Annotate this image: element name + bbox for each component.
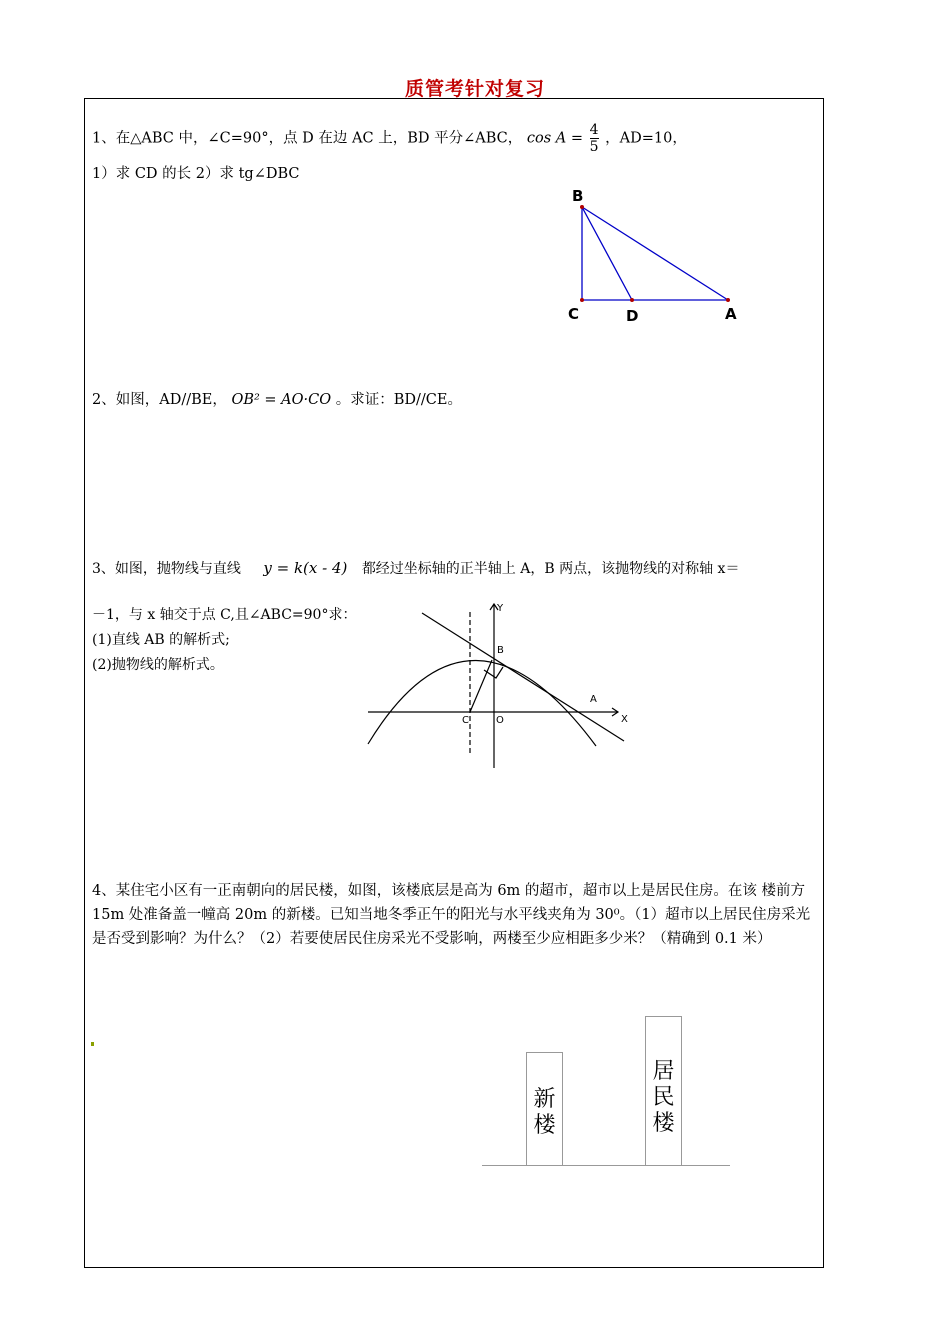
q1-point-d (630, 298, 634, 302)
q1-frac-num: 4 (589, 122, 599, 138)
q1-line2: 1）求 CD 的长 2）求 tg∠DBC (92, 166, 300, 182)
q3-label-o: O (496, 715, 504, 726)
q1-label-c: C (568, 305, 580, 323)
q2-line (92, 389, 462, 411)
q3-label-b: B (497, 645, 504, 656)
q2-suffix: 。求证：BD//CE。 (335, 392, 462, 408)
q3-segment-cb (470, 660, 492, 712)
q1-line1-prefix: 1、在△ABC 中，∠C=90°，点 D 在边 AC 上，BD 平分∠ABC， (92, 130, 523, 147)
q1-point-a (726, 298, 730, 302)
q1-label-d: D (626, 307, 639, 325)
q4-text: 4、某住宅小区有一正南朝向的居民楼，如图，该楼底层是高为 6m 的超市，超市以上是居民住房。在该 楼前方 15m 处准备盖一幢高 20m 的新楼。已知当地冬季正午的阳光与水平线夹角为 30⁰。（1）超市以上居民住房采光是否受到影响？为什么？（2）若要使居民住房采光不受影响，两楼至少应相距多少米？（精确到 0.1 米） (92, 883, 811, 947)
q2-formula: OB² = AO·CO (231, 392, 332, 408)
new-building-char-1: 新 (533, 1087, 556, 1112)
q1-fraction (590, 122, 599, 155)
q1-point-b (580, 205, 584, 209)
q3-line2: －1，与 x 轴交于点 C,且∠ABC=90°求： (92, 607, 357, 623)
residential-building-char-1: 居 (652, 1059, 675, 1084)
residential-building-char-3: 楼 (652, 1111, 675, 1136)
q1-edge-bd (582, 207, 632, 300)
q2-prefix: 2、如图，AD//BE， (92, 392, 227, 408)
q3-label-c: C (462, 715, 469, 726)
new-building-char-2: 楼 (533, 1113, 556, 1138)
q3-label-a: A (590, 694, 597, 705)
q3-label-y: Y (497, 603, 504, 614)
q3-prefix: 3、如图，抛物线与直线 (92, 561, 241, 577)
q3-parabola (368, 660, 596, 746)
q1-label-b: B (572, 187, 584, 205)
q1-frac-den: 5 (589, 139, 599, 155)
q3-line-ab (422, 613, 624, 741)
q3-item2: (2)抛物线的解析式。 (92, 657, 224, 673)
q3-parabola-figure (360, 598, 640, 773)
q3-item1: (1)直线 AB 的解析式; (92, 632, 230, 648)
q3-label-x: X (621, 714, 628, 725)
q3-line1 (92, 557, 739, 580)
new-building (526, 1052, 563, 1166)
q1-triangle-figure (560, 185, 760, 330)
q3-suffix: 都经过坐标轴的正半轴上 A，B 两点，该抛物线的对称轴 x＝ (361, 561, 740, 577)
q1-edge-ba (582, 207, 728, 300)
q1-line1-suffix: ，AD=10， (605, 130, 687, 147)
residential-building (645, 1016, 682, 1166)
q3-formula: y = k(x - 4) (263, 559, 348, 577)
small-dot (91, 1042, 94, 1046)
q1-point-c (580, 298, 584, 302)
q1-cos-label: cos A = (526, 130, 583, 147)
q1-label-a: A (725, 305, 737, 323)
q1-line1 (92, 122, 687, 155)
residential-building-char-2: 民 (652, 1085, 675, 1110)
ground-line (482, 1165, 730, 1166)
page-title: 质管考针对复习 (404, 78, 545, 100)
